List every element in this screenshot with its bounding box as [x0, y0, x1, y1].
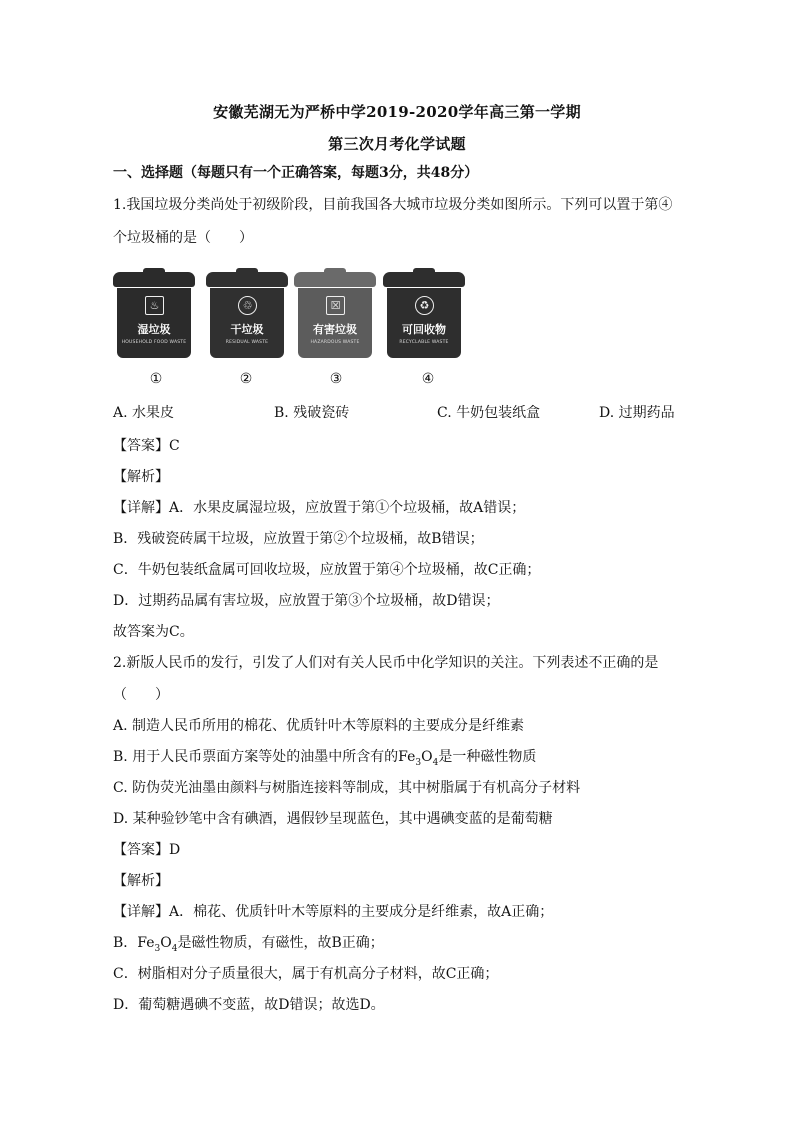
q1-analysis-label: 【解析】 [113, 469, 169, 485]
bin-body [117, 288, 191, 358]
q2-stem-line2: （ ） [113, 687, 169, 703]
bin-label-en: HOUSEHOLD FOOD WASTE [121, 340, 187, 345]
section-heading: 一、选择题（每题只有一个正确答案，每题3分，共48分） [113, 165, 479, 181]
q1-option-b: B. 残破瓷砖 [274, 405, 350, 421]
bin-number-2: ② [239, 371, 253, 387]
formula-element: O [421, 749, 433, 765]
q2-option-d: D. 某种验钞笔中含有碘酒，遇假钞呈现蓝色，其中遇碘变蓝的是葡萄糖 [113, 811, 553, 827]
bin-number-3: ③ [329, 371, 343, 387]
trash-bin-1 [113, 268, 195, 358]
q1-detail-line: 【详解】A．水果皮属湿垃圾，应放置于第①个垃圾桶，故A错误； [113, 500, 526, 516]
q2-detail-text: 是磁性物质，有磁性，故B正确； [177, 935, 384, 951]
q1-detail-line: C．牛奶包装纸盒属可回收垃圾，应放置于第④个垃圾桶，故C正确； [113, 562, 541, 578]
bin-label-zh: 干垃圾 [230, 323, 264, 336]
trash-bin-2 [206, 268, 288, 358]
q2-detail-text: B．Fe [113, 935, 155, 951]
q1-option-a: A. 水果皮 [113, 405, 175, 421]
q2-answer: 【答案】D [113, 842, 181, 858]
q1-conclusion: 故答案为C。 [113, 624, 194, 640]
formula-subscript: 4 [171, 943, 178, 954]
bin-body [210, 288, 284, 358]
bin-lid [206, 272, 288, 287]
bin-label-zh: 有害垃圾 [313, 323, 357, 336]
q2-detail-line: 【详解】A．棉花、优质针叶木等原料的主要成分是纤维素，故A正确； [113, 904, 554, 920]
q2-option-b-text: B. 用于人民币票面方案等处的油墨中所含有的Fe [113, 749, 416, 765]
q2-detail-line [113, 933, 384, 959]
q2-detail-line: C．树脂相对分子质量很大，属于有机高分子材料，故C正确； [113, 966, 499, 982]
recycle-arrows-icon: ♲ [238, 296, 257, 315]
q2-analysis-label: 【解析】 [113, 873, 169, 889]
bin-lid [113, 272, 195, 287]
q1-stem-line2: 个垃圾桶的是（ ） [113, 230, 253, 246]
trash-bins-figure [113, 268, 473, 388]
bin-label-en: HAZARDOUS WASTE [310, 340, 360, 345]
q1-stem-line1: 1.我国垃圾分类尚处于初级阶段，目前我国各大城市垃圾分类如图所示。下列可以置于第④ [113, 197, 673, 213]
recycle-arrows-icon: ♻ [415, 296, 434, 315]
q1-answer: 【答案】C [113, 438, 180, 454]
exam-subtitle: 第三次月考化学试题 [328, 135, 466, 153]
bin-lid [383, 272, 465, 287]
q2-option-c: C. 防伪荧光油墨由颜料与树脂连接料等制成，其中树脂属于有机高分子材料 [113, 780, 581, 796]
trash-bin-3 [294, 268, 376, 358]
bin-lid [294, 272, 376, 287]
exam-title: 安徽芜湖无为严桥中学2019-2020学年高三第一学期 [213, 103, 581, 121]
formula-subscript: 3 [154, 943, 161, 954]
q2-option-a: A. 制造人民币所用的棉花、优质针叶木等原料的主要成分是纤维素 [113, 718, 525, 734]
bin-body [387, 288, 461, 358]
bin-label-en: RECYCLABLE WASTE [399, 340, 449, 345]
hazard-icon: ☒ [326, 296, 345, 315]
q2-detail-line: D．葡萄糖遇碘不变蓝，故D错误；故选D。 [113, 997, 385, 1013]
q1-option-c: C. 牛奶包装纸盒 [437, 405, 541, 421]
trash-bin-4 [383, 268, 465, 358]
q1-detail-line: D．过期药品属有害垃圾，应放置于第③个垃圾桶，故D错误； [113, 593, 500, 609]
food-waste-icon: ♨ [145, 296, 164, 315]
q2-option-b [113, 747, 536, 773]
bin-label-zh: 湿垃圾 [137, 323, 171, 336]
formula-subscript: 3 [415, 757, 422, 768]
q1-detail-line: B．残破瓷砖属干垃圾，应放置于第②个垃圾桶，故B错误； [113, 531, 484, 547]
formula-subscript: 4 [432, 757, 439, 768]
q2-stem-line1: 2.新版人民币的发行，引发了人们对有关人民币中化学知识的关注。下列表述不正确的是 [113, 655, 659, 671]
bin-number-4: ④ [421, 371, 435, 387]
bin-label-en: RESIDUAL WASTE [225, 340, 269, 345]
formula-element: O [160, 935, 172, 951]
bin-label-zh: 可回收物 [402, 323, 446, 336]
q1-option-d: D. 过期药品 [599, 405, 675, 421]
bin-body [298, 288, 372, 358]
bin-number-1: ① [149, 371, 163, 387]
q2-option-b-text: 是一种磁性物质 [438, 749, 537, 765]
